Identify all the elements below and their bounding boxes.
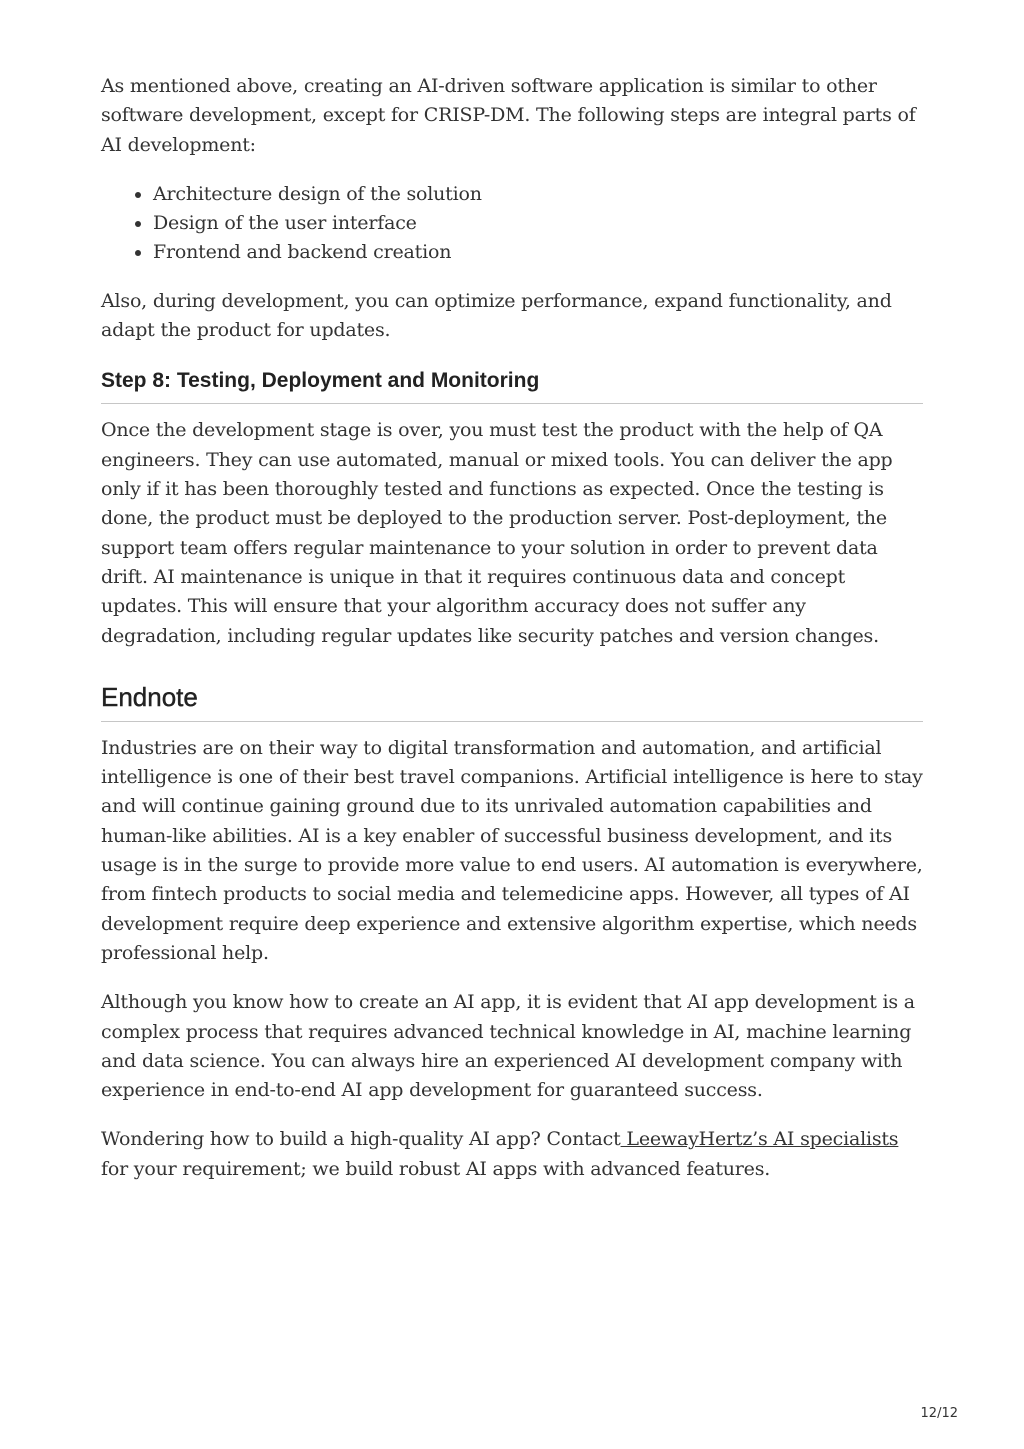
list-item: • Design of the user interface (153, 209, 923, 238)
endnote-heading: Endnote (101, 681, 923, 722)
document-page (101, 72, 923, 1184)
page-number: 12/12 (920, 1406, 958, 1421)
endnote-paragraph-2: Although you know how to create an AI app, it is evident that AI app development is a complex process that requires advanced technical knowledge in AI, machine learning and data science. You can always hire an experienced AI development company with experience in end-to-end AI app development for guaranteed success. (101, 991, 915, 1102)
cta-text-after: for your requirement; we build robust AI apps with advanced features. (101, 1157, 771, 1180)
list-item: • Architecture design of the solution (153, 180, 923, 209)
leewayhertz-ai-specialists-link[interactable]: LeewayHertz’s AI specialists (620, 1128, 899, 1151)
step8-heading: Step 8: Testing, Deployment and Monitoring (101, 367, 923, 404)
intro-paragraph: As mentioned above, creating an AI-driven software application is similar to other software development, except for CRISP-DM. The following steps are integral parts of AI development: (101, 75, 916, 156)
development-paragraph: Also, during development, you can optimize performance, expand functionality, and adapt the product for updates. (101, 289, 892, 342)
ai-development-steps-list (101, 180, 923, 267)
endnote-cta-paragraph (101, 1125, 923, 1184)
endnote-paragraph-1: Industries are on their way to digital transformation and automation, and artificial intelligence is one of their best travel companions. Artificial intelligence is here to stay and will continue gaining ground due to its unrivaled automation capabilities and human-like abilities. AI is a key enabler of successful business development, and its usage is in the surge to provide more value to end users. AI automation is everywhere, from fintech products to social media and telemedicine apps. However, all types of AI development require deep experience and extensive algorithm expertise, which needs professional help. (101, 736, 923, 964)
cta-text-before: Wondering how to build a high-quality AI app? Contact (101, 1128, 621, 1151)
step8-paragraph: Once the development stage is over, you must test the product with the help of QA engineers. They can use automated, manual or mixed tools. You can deliver the app only if it has been thoroughly tested and functions as expected. Once the testing is done, the product must be deployed to the production server. Post-deployment, the support team offers regular maintenance to your solution in order to prevent data drift. AI maintenance is unique in that it requires continuous data and concept updates. This will ensure that your algorithm accuracy does not suffer any degradation, including regular updates like security patches and version changes. (101, 419, 893, 647)
list-item: • Frontend and backend creation (153, 238, 923, 267)
